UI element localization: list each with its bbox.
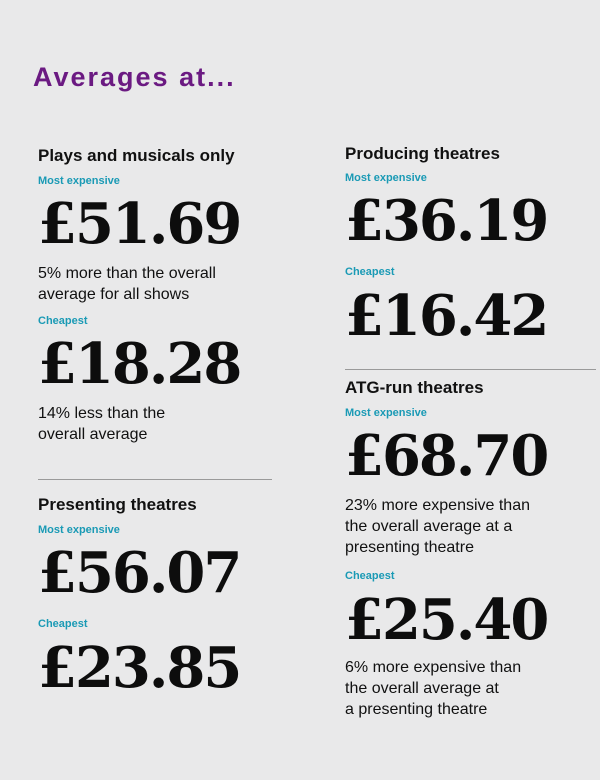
most-expensive-label: Most expensive [38,175,120,187]
section-heading: Presenting theatres [38,495,197,514]
most-expensive-note: 5% more than the overall average for all shows [38,265,216,303]
cheapest-label: Cheapest [38,315,88,327]
most-expensive-label: Most expensive [345,407,427,419]
page-title: Averages at... [33,62,236,92]
cheapest-price: £25.40 [345,587,548,653]
cheapest-label: Cheapest [345,266,395,278]
most-expensive-price: £56.07 [38,540,241,606]
cheapest-price: £23.85 [38,635,241,701]
cheapest-label: Cheapest [345,570,395,582]
cheapest-note: 14% less than the overall average [38,405,166,443]
section-heading: Plays and musicals only [38,146,235,165]
most-expensive-label: Most expensive [38,524,120,536]
most-expensive-price: £36.19 [345,188,548,254]
divider-right [345,369,596,370]
most-expensive-note: 23% more expensive than the overall average at a presenting theatre [345,497,530,556]
cheapest-note: 6% more expensive than the overall average at a presenting theatre [345,659,522,718]
divider-left [38,479,272,480]
most-expensive-price: £68.70 [345,423,548,489]
most-expensive-label: Most expensive [345,172,427,184]
cheapest-label: Cheapest [38,618,88,630]
most-expensive-price: £51.69 [38,191,241,257]
cheapest-price: £18.28 [38,331,241,397]
section-heading: ATG-run theatres [345,378,484,397]
cheapest-price: £16.42 [345,283,548,349]
section-heading: Producing theatres [345,144,500,163]
